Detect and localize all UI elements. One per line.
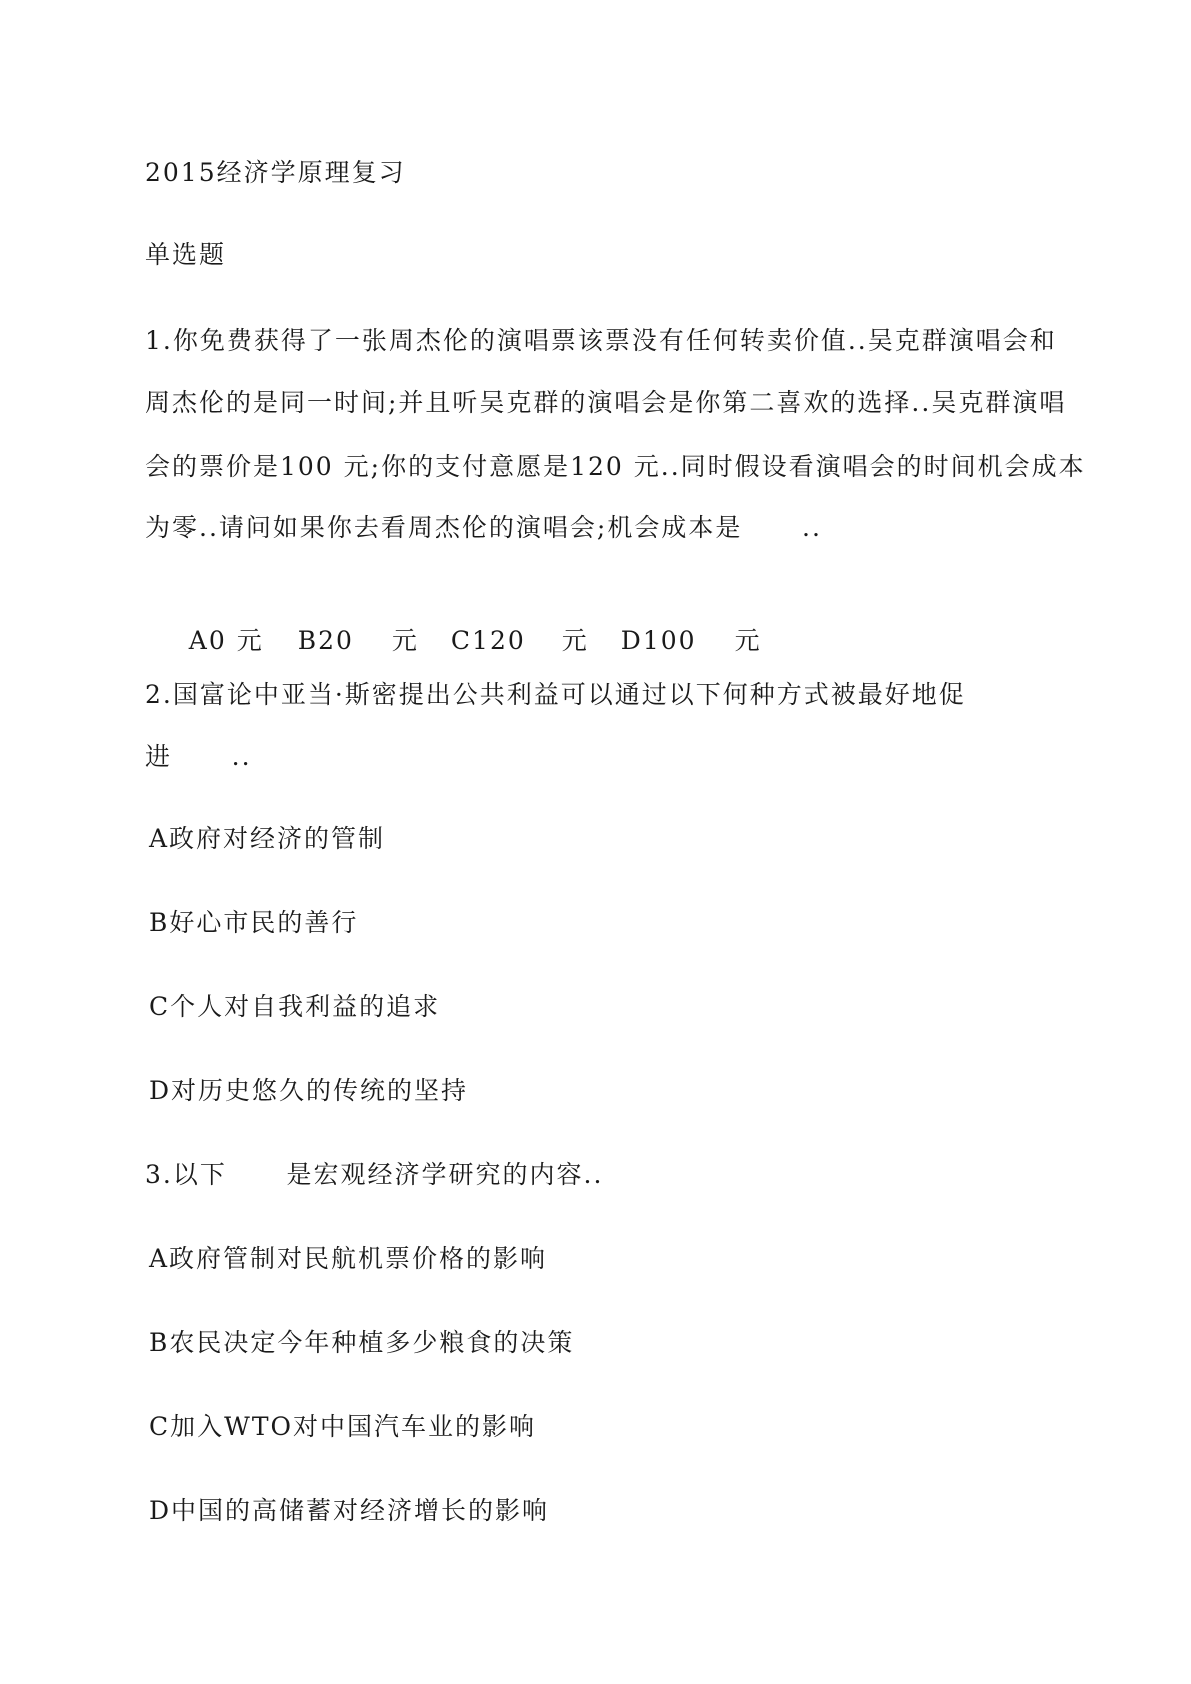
question-2-option-d: D对历史悠久的传统的坚持 [149, 1076, 469, 1105]
option-b-unit: 元 [391, 626, 419, 655]
question-1-line-4: 为零..请问如果你去看周杰伦的演唱会;机会成本是 .. [145, 513, 822, 542]
question-3-option-b: B农民决定今年种植多少粮食的决策 [149, 1328, 575, 1357]
question-2-line-1: 2.国富论中亚当·斯密提出公共利益可以通过以下何种方式被最好地促 [145, 680, 966, 709]
option-b: B20 [297, 626, 354, 655]
question-3-option-d: D中国的高储蓄对经济增长的影响 [149, 1496, 550, 1525]
option-a: A0 元 [188, 626, 264, 655]
question-3-line-1: 3.以下 是宏观经济学研究的内容.. [145, 1160, 604, 1189]
question-3-option-c: C加入WTO对中国汽车业的影响 [149, 1412, 536, 1441]
option-c-unit: 元 [561, 626, 589, 655]
question-2-option-a: A政府对经济的管制 [149, 824, 386, 853]
option-c: C120 [450, 626, 526, 655]
question-1-options [149, 596, 762, 686]
document-title: 2015经济学原理复习 [145, 158, 406, 187]
question-2-option-b: B好心市民的善行 [149, 908, 359, 937]
question-3-option-a: A政府管制对民航机票价格的影响 [149, 1244, 548, 1273]
question-1-line-3: 会的票价是100 元;你的支付意愿是120 元..同时假设看演唱会的时间机会成本 [145, 452, 1086, 481]
question-2-option-c: C个人对自我利益的追求 [149, 992, 441, 1021]
option-d: D100 [620, 626, 697, 655]
section-heading: 单选题 [145, 240, 227, 269]
question-1-line-1: 1.你免费获得了一张周杰伦的演唱票该票没有任何转卖价值..吴克群演唱会和 [145, 326, 1057, 355]
option-d-unit: 元 [734, 626, 762, 655]
question-2-line-2: 进 .. [145, 742, 252, 771]
question-1-line-2: 周杰伦的是同一时间;并且听吴克群的演唱会是你第二喜欢的选择..吴克群演唱 [145, 388, 1067, 417]
